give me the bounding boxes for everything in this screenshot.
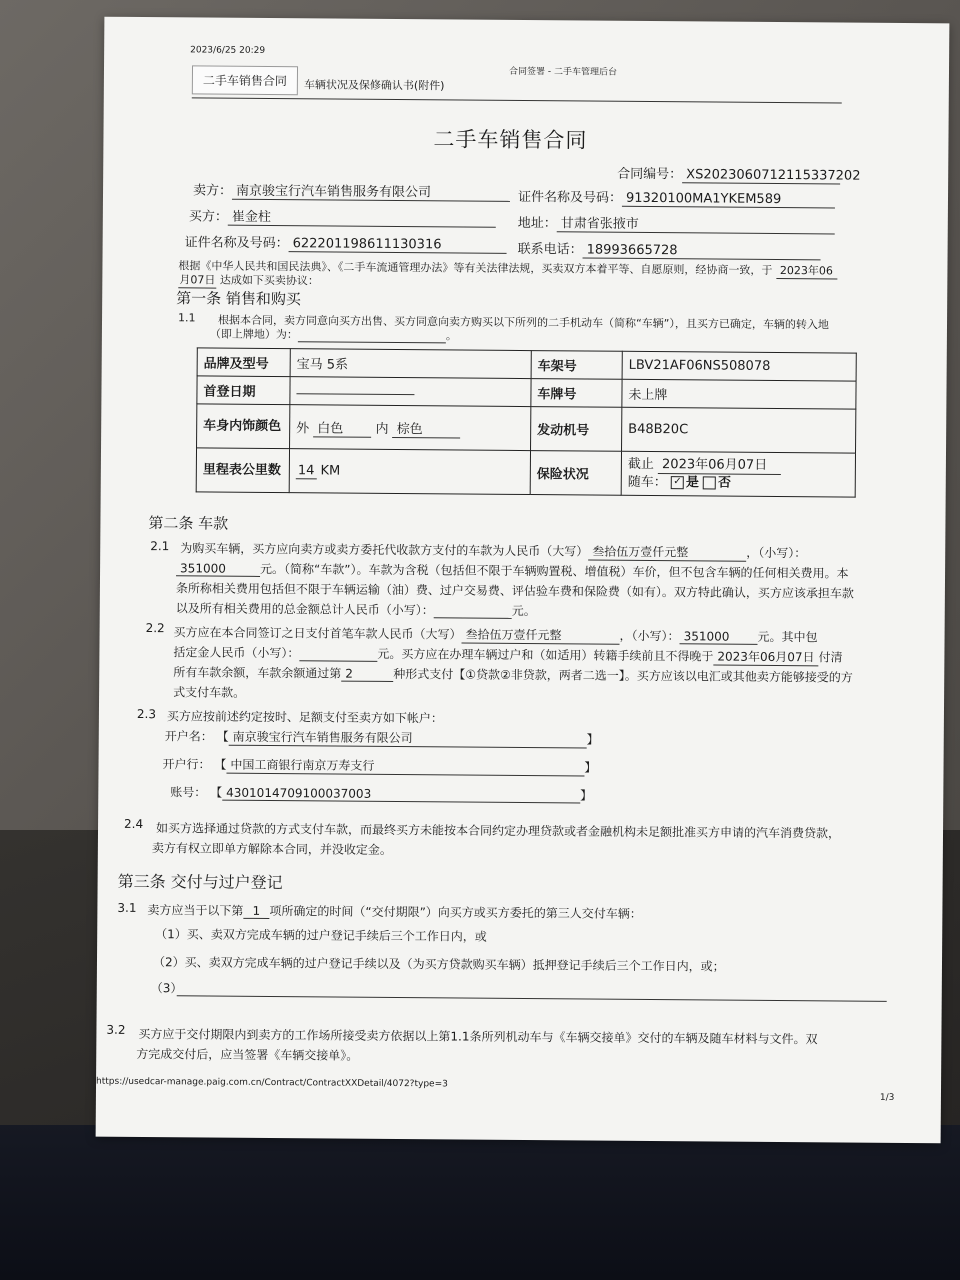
preamble-end: 达成如下买卖协议： xyxy=(219,273,319,288)
mileage-value xyxy=(289,449,530,495)
clause-3-1-option1: （1）买、卖双方完成车辆的过户登记手续后三个工作日内，或 xyxy=(155,927,487,944)
tab-contract[interactable]: 二手车销售合同 xyxy=(192,65,298,95)
buyer-label: 买方： xyxy=(188,209,228,225)
payee-label: 开户名： xyxy=(164,729,213,744)
c21-total-end: 元。 xyxy=(511,603,536,619)
first-reg-blank xyxy=(296,393,414,395)
insurance-value xyxy=(621,451,855,497)
c22-amount: 351000 xyxy=(680,629,758,645)
c31-text-a: 卖方应当于以下第 xyxy=(147,903,244,918)
buyer-name: 崔金柱 xyxy=(228,206,496,228)
c22-deposit-label: 括定金人民币（小写）： xyxy=(173,645,300,661)
account-row xyxy=(170,783,592,803)
address-value: 甘肃省张掖市 xyxy=(557,212,835,234)
color-label: 车身内饰颜色 xyxy=(197,404,290,449)
table-row xyxy=(196,448,855,497)
payee-value: 南京骏宝行汽车销售服务有限公司 xyxy=(229,728,587,749)
account-value: 4301014709100037003 xyxy=(222,786,580,804)
clause-2-1-line2 xyxy=(176,559,849,581)
bank-label: 开户行： xyxy=(162,757,211,772)
bracket-open: 【 xyxy=(214,757,227,772)
insurance-until-date: 2023年06月07日 xyxy=(658,456,781,475)
seller-row xyxy=(193,179,510,201)
mileage-unit: KM xyxy=(320,462,341,479)
clause-1-1-place-label: （即上牌地）为： xyxy=(209,327,298,342)
c22-method: 2 xyxy=(341,667,393,682)
preamble-date-day: 月07日 xyxy=(178,271,216,288)
mileage-number: 14 xyxy=(296,463,317,479)
clause-3-1-number: 3.1 xyxy=(117,900,137,915)
phone-value: 18993665728 xyxy=(583,242,821,260)
color-value xyxy=(290,405,531,451)
c22-text-g: 种形式支付【①贷款②非贷款，两者二选一】。买方应该以电汇或其他卖方能够接受的方 xyxy=(393,666,853,685)
clause-2-2-line2 xyxy=(173,643,842,666)
section2-title: 第二条 车款 xyxy=(148,514,229,533)
insurance-label: 保险状况 xyxy=(530,451,621,496)
c22-text-f: 所有车款余额，车款余额通过第 xyxy=(173,665,342,681)
c21-text-b: ，（小写）： xyxy=(746,545,807,561)
tab-divider xyxy=(192,97,842,103)
contract-number-value: XS2023060712115337202 xyxy=(682,167,840,184)
ext-color: 白色 xyxy=(313,417,371,437)
bracket-close: 】 xyxy=(586,732,599,747)
c21-amount: 351000 xyxy=(176,561,260,577)
clause-1-1-end: 。 xyxy=(445,329,457,343)
account-label: 账号： xyxy=(170,785,207,800)
clause-2-1-line4 xyxy=(176,599,536,619)
clause-3-1-option2: （2）买、卖双方完成车辆的过户登记手续以及（为买方贷款购买车辆）抵押登记手续后三个工作日内，或； xyxy=(152,955,725,974)
clause-2-4-line1: 如买方选择通过贷款的方式支付车款，而最终买方未能按本合同约定办理贷款或者金融机构未足额批准买方申请的汽车消费贷款， xyxy=(155,821,841,841)
c22-text-e: 付清 xyxy=(818,650,843,665)
engine-value: B48B20C xyxy=(622,407,856,453)
phone-label: 联系电话： xyxy=(517,241,583,258)
clause-2-4-line2: 卖方有权立即单方解除本合同，并没收定金。 xyxy=(151,841,392,857)
document-title: 二手车销售合同 xyxy=(433,127,588,153)
preamble-text: 根据《中华人民共和国民法典》、《二手车流通管理办法》等有关法律法规，买卖双方本着平等、自愿原则，经协商一致，于 xyxy=(178,259,773,277)
buyer-row xyxy=(189,205,496,227)
bank-row xyxy=(162,755,596,776)
bracket-close: 】 xyxy=(580,788,593,803)
seller-id-value: 91320100MA1YKEM589 xyxy=(622,191,835,209)
page-number: 1/3 xyxy=(879,1092,895,1103)
plate-value: 未上牌 xyxy=(622,379,856,409)
c21-amount-upper: 叁拾伍万壹仟元整 xyxy=(588,543,746,562)
with-car xyxy=(628,474,849,493)
with-car-label: 随车： xyxy=(627,474,667,491)
buyer-id-value: 622201198611130316 xyxy=(289,236,507,254)
brand-value: 宝马 5系 xyxy=(290,349,531,379)
c22-deadline: 2023年06月07日 xyxy=(713,648,818,667)
vin-value: LBV21AF06NS508078 xyxy=(622,351,856,381)
clause-1-1-number: 1.1 xyxy=(177,311,196,325)
clause-3-2-line2: 方完成交付后，应当签署《车辆交接单》。 xyxy=(136,1046,359,1063)
clause-2-2-line3 xyxy=(173,663,853,685)
c21-text-a: 为购买车辆，买方应向卖方或卖方委托代收款方支付的车款为人民币（大写） xyxy=(180,541,589,559)
checkbox-yes[interactable]: ✓ xyxy=(671,476,684,489)
yes-label: 是 xyxy=(685,475,699,491)
clause-3-2-line1: 买方应于交付期限内到卖方的工作场所接受卖方依据以上第1.1条所列机动车与《车辆交接单》交付的车辆及随车材料与文件。双 xyxy=(138,1026,818,1047)
c22-amount-upper: 叁拾伍万壹仟元整 xyxy=(462,626,620,645)
seller-id-label: 证件名称及号码： xyxy=(517,189,623,206)
contract-number xyxy=(617,163,861,185)
clause-1-1-text-b xyxy=(210,326,457,344)
vin-label: 车架号 xyxy=(531,351,622,380)
c31-option: 1 xyxy=(243,904,269,919)
option3-blank xyxy=(177,995,887,1002)
table-row xyxy=(197,404,856,453)
clause-2-2-line1 xyxy=(174,623,818,646)
preamble-date-year: 2023年06 xyxy=(776,262,837,279)
no-label: 否 xyxy=(718,475,732,491)
clause-3-2-number: 3.2 xyxy=(106,1022,126,1037)
bracket-close: 】 xyxy=(584,760,597,775)
ext-prefix: 外 xyxy=(296,420,310,436)
seller-label: 卖方： xyxy=(192,183,233,199)
contract-paper xyxy=(96,17,950,1144)
print-site-title: 合同签署 - 二手车管理后台 xyxy=(508,66,618,78)
vehicle-table xyxy=(196,347,857,497)
insurance-until xyxy=(628,456,849,476)
print-url: https://usedcar-manage.paig.com.cn/Contract/ContractXXDetail/4072?type=3 xyxy=(96,1076,448,1090)
clause-2-1-number: 2.1 xyxy=(150,539,170,554)
clause-1-1-text: 根据本合同，卖方同意向买方出售、买方同意向卖方购买以下所列的二手机动车（简称“车辆”），且买方已确定，车辆的转入地 xyxy=(217,313,829,332)
contract-number-label: 合同编号： xyxy=(617,166,683,183)
c21-total-label: 以及所有相关费用的总金额总计人民币（小写）： xyxy=(175,601,434,618)
first-reg-value xyxy=(290,377,531,407)
c22-text-a: 买方应在本合同签订之日支付首笔车款人民币（大写） xyxy=(173,625,462,642)
clause-2-1-line3: 条所称相关费用包括但不限于车辆运输（油）费、过户交易费、评估验车费和保险费（如有）。双方特此确认，买方应该承担车款 xyxy=(175,581,854,601)
seller-id-row xyxy=(518,186,835,208)
clause-2-2-number: 2.2 xyxy=(145,621,165,636)
payee-row xyxy=(165,727,599,748)
clause-3-1-option3: （3） xyxy=(150,981,183,996)
checkbox-no[interactable] xyxy=(703,476,716,489)
c31-text-b: 项所确定的时间（“交付期限”）向买方或买方委托的第三人交付车辆： xyxy=(269,904,642,921)
background-fabric xyxy=(0,1125,960,1280)
clause-2-3-text: 买方应按前述约定按时、足额支付至卖方如下帐户： xyxy=(166,709,443,726)
buyer-id-row xyxy=(185,231,507,254)
section1-title: 第一条 销售和购买 xyxy=(176,289,302,309)
bracket-open: 【 xyxy=(216,729,229,744)
int-prefix: 内 xyxy=(375,421,389,437)
clause-2-1-line1 xyxy=(180,539,806,562)
clause-2-3-number: 2.3 xyxy=(136,706,157,722)
insurance-until-label: 截止 xyxy=(627,456,654,473)
clause-3-1-text xyxy=(147,901,642,922)
c22-text-c: 元。其中包 xyxy=(757,629,818,645)
address-row xyxy=(518,212,835,234)
section3-title: 第三条 交付与过户登记 xyxy=(117,871,283,893)
address-label: 地址： xyxy=(517,215,557,232)
mileage-label: 里程表公里数 xyxy=(196,448,289,493)
c22-text-b: ，（小写）： xyxy=(619,628,680,644)
plate-label: 车牌号 xyxy=(531,379,622,408)
bank-value: 中国工商银行南京万寿支行 xyxy=(226,756,584,777)
tab-attachment[interactable]: 车辆状况及保修确认书(附件) xyxy=(303,78,445,93)
clause-2-4-number: 2.4 xyxy=(124,816,144,832)
brand-label: 品牌及型号 xyxy=(197,348,290,377)
engine-label: 发动机号 xyxy=(531,407,622,452)
clause-2-2-line4: 式支付车款。 xyxy=(173,685,246,700)
c22-text-d: 元。买方应在办理车辆过户和（如适用）转籍手续前且不得晚于 xyxy=(377,646,714,664)
phone-row xyxy=(518,238,821,260)
c21-text-c: 元。（简称“车款”）。车款为含税（包括但不限于车辆购置税、增值税）车价，但不包含车辆的任何相关费用。本 xyxy=(260,561,849,581)
buyer-id-label: 证件名称及号码： xyxy=(184,235,289,252)
first-reg-label: 首登日期 xyxy=(197,376,290,405)
seller-name: 南京骏宝行汽车销售服务有限公司 xyxy=(232,180,510,202)
print-datetime: 2023/6/25 20:29 xyxy=(190,45,266,56)
bracket-open: 【 xyxy=(210,785,223,800)
int-color: 棕色 xyxy=(393,417,461,438)
